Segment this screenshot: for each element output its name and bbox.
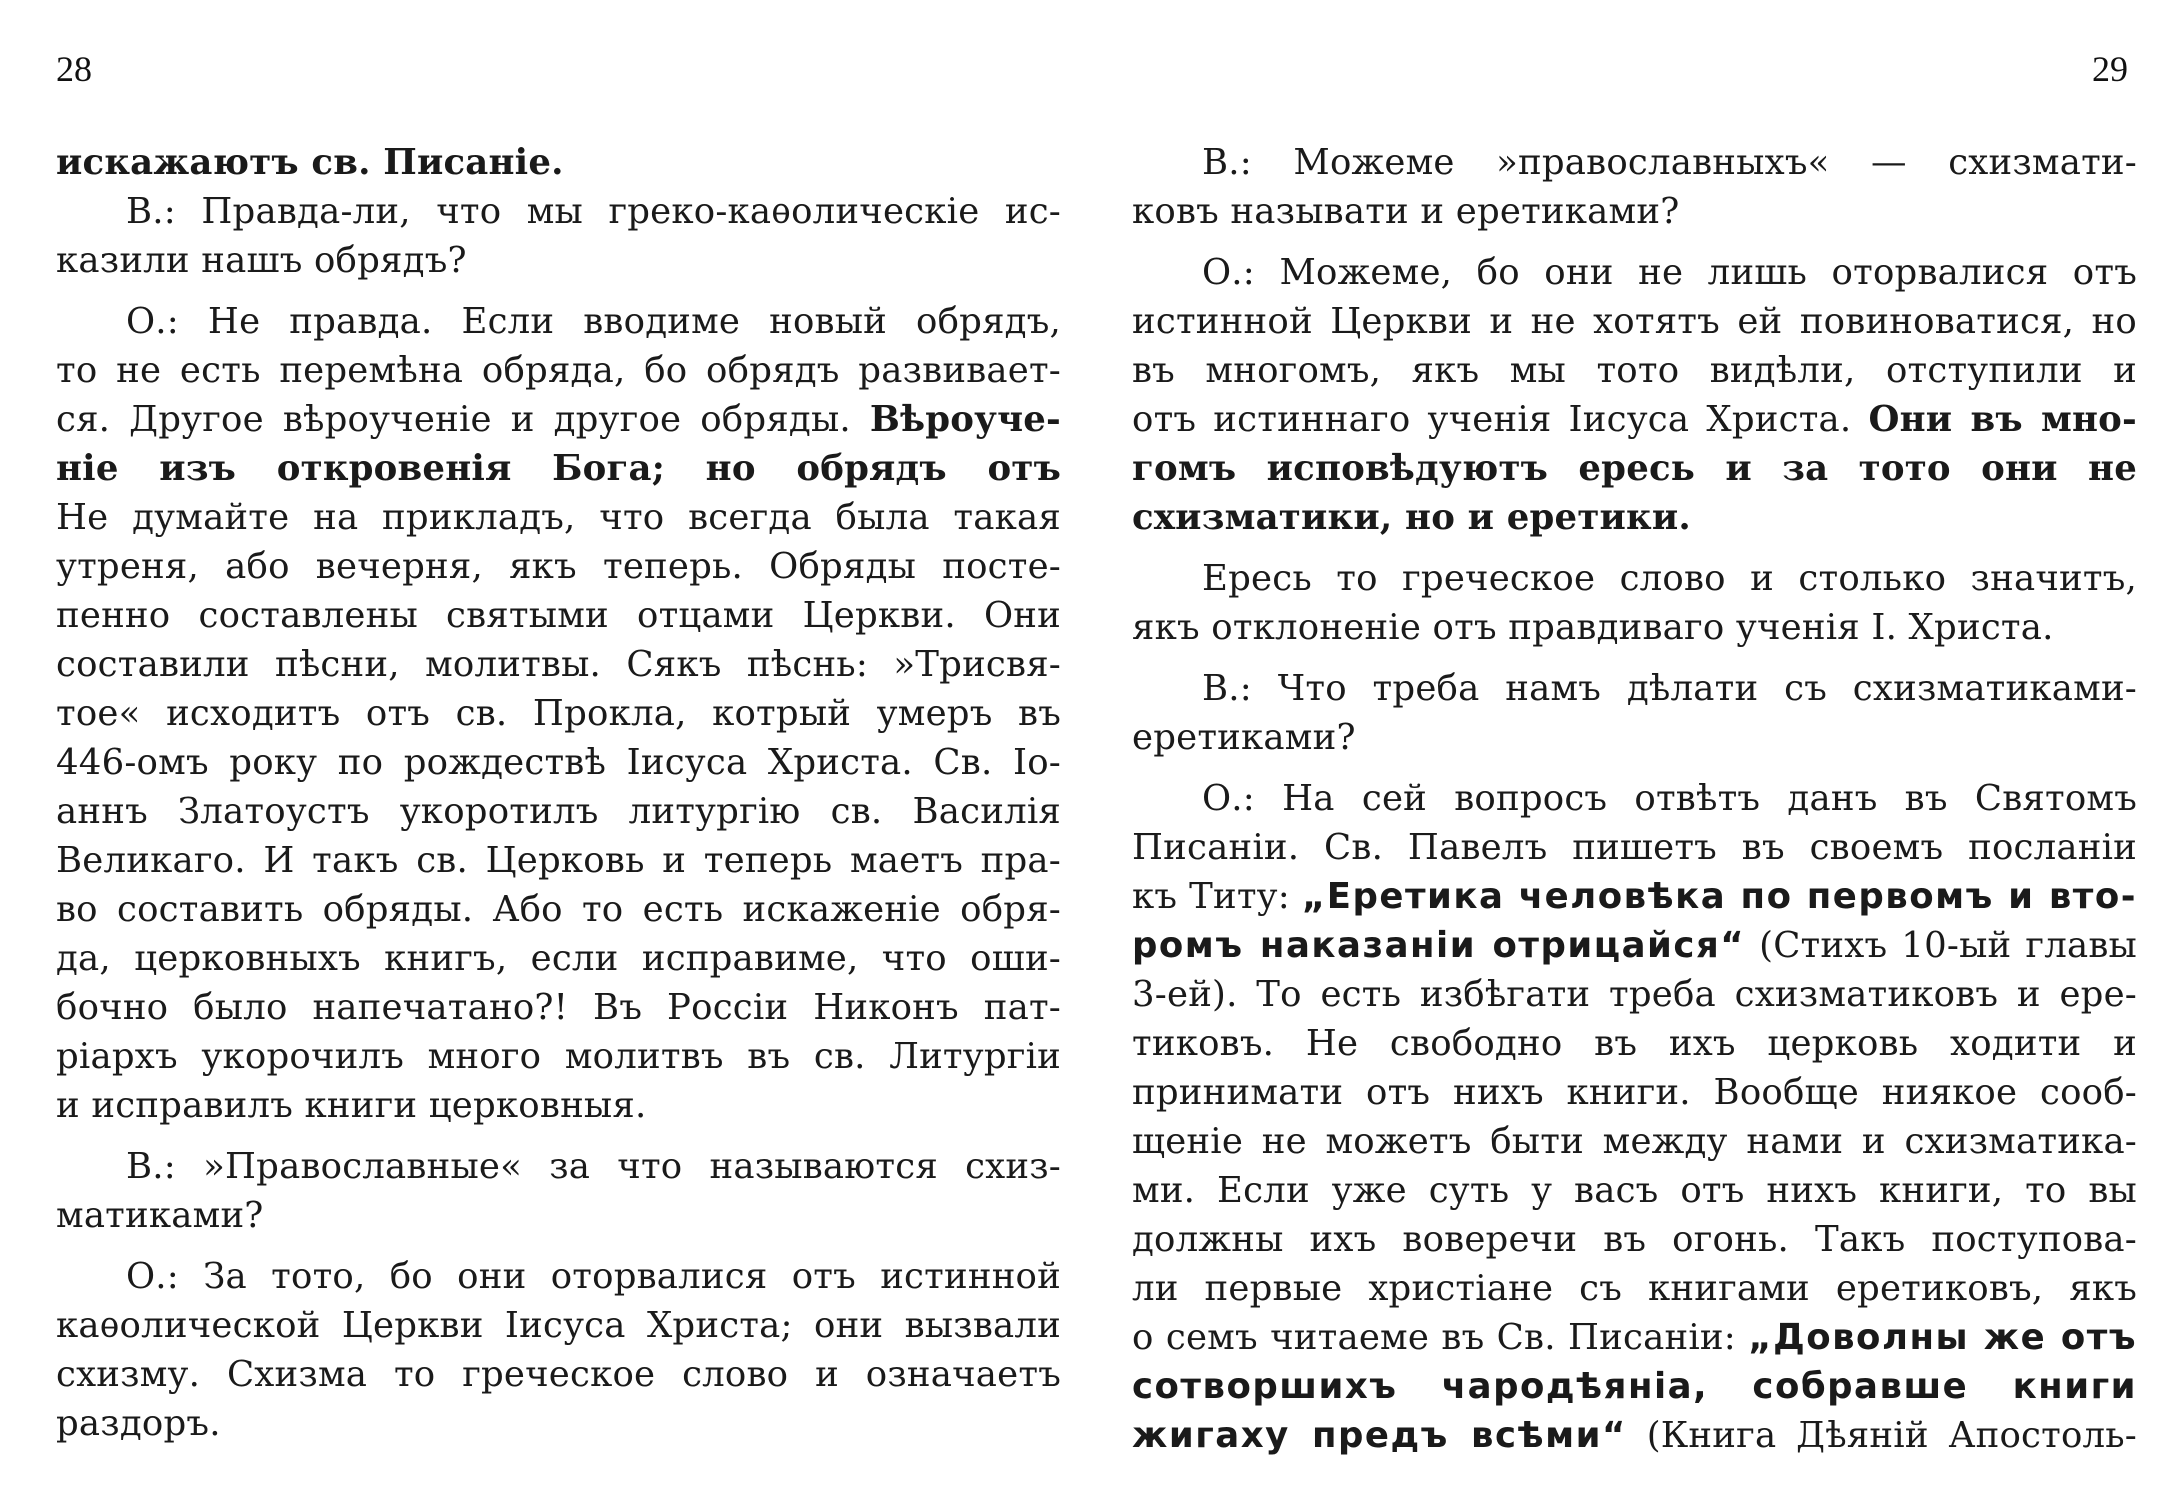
text-segment: аннъ Златоустъ укоротилъ литургію св. Василія: [56, 791, 1061, 832]
paragraph-gap: [1132, 542, 2137, 554]
text-segment: истинной Церкви и не хотятъ ей повиноватися, но: [1132, 301, 2137, 342]
text-line: [1132, 1215, 2137, 1264]
church-slavonic-quote: жигаху предъ всѣми“: [1132, 1415, 1627, 1456]
paragraph-gap: [56, 1240, 1061, 1252]
text-segment: да, церковныхъ книгъ, если исправиме, что оши-: [56, 938, 1061, 979]
bold-text: Они въ мно-: [1868, 399, 2137, 440]
text-line: [1132, 248, 2137, 297]
text-segment: составили пѣсни, молитвы. Сякъ пѣснь: »Трисвя-: [56, 644, 1061, 685]
text-line: [56, 983, 1061, 1032]
text-segment: матиками?: [56, 1195, 264, 1236]
text-segment: еретиками?: [1132, 717, 1356, 758]
church-slavonic-quote: „Доволны же отъ: [1748, 1317, 2137, 1358]
left-page-text: [56, 138, 1061, 1448]
text-segment: каѳолической Церкви Іисуса Христа; они вызвали: [56, 1305, 1061, 1346]
text-segment: раздоръ.: [56, 1403, 221, 1444]
text-segment: принимати отъ нихъ книги. Вообще ниякое сооб-: [1132, 1072, 2137, 1113]
bold-text: искажаютъ св. Писаніе.: [56, 142, 564, 183]
text-segment: тиковъ. Не свободно въ ихъ церковь ходити и: [1132, 1023, 2137, 1064]
text-segment: о семъ читаеме въ Св. Писаніи:: [1132, 1317, 1749, 1358]
church-slavonic-quote: сотворшихъ чародѣяніа, собравше книги: [1132, 1366, 2137, 1407]
text-line: [56, 444, 1061, 493]
text-line: [1132, 603, 2137, 652]
text-line: [56, 689, 1061, 738]
text-line: [56, 934, 1061, 983]
text-line: [1132, 921, 2137, 970]
text-line: [1132, 444, 2137, 493]
page-number-left: 28: [56, 49, 92, 89]
text-line: [1132, 713, 2137, 762]
text-line: [56, 1032, 1061, 1081]
text-segment: ли первые христіане съ книгами еретиковъ, якъ: [1132, 1268, 2137, 1309]
text-line: [56, 187, 1061, 236]
text-line: [56, 787, 1061, 836]
text-segment: щеніе не можетъ быти между нами и схизматика-: [1132, 1121, 2137, 1162]
text-segment: пенно составлены святыми отцами Церкви. Они: [56, 595, 1061, 636]
text-segment: якъ отклоненіе отъ правдиваго ученія І. Христа.: [1132, 607, 2054, 648]
text-line: [56, 1142, 1061, 1191]
paragraph-gap: [56, 1130, 1061, 1142]
text-line: [56, 1252, 1061, 1301]
text-line: [56, 738, 1061, 787]
text-segment: (Книга Дѣяній Апостоль-: [1626, 1415, 2137, 1456]
text-segment: тое« исходитъ отъ св. Прокла, котрый умеръ въ: [56, 693, 1061, 734]
text-segment: Великаго. И такъ св. Церковь и теперь маетъ пра-: [56, 840, 1061, 881]
text-line: [1132, 1019, 2137, 1068]
bold-text: гомъ исповѣдуютъ ересь и за тото они не: [1132, 448, 2137, 489]
text-segment: В.: Правда-ли, что мы греко-каѳолическіе ис-: [126, 191, 1061, 232]
text-line: [56, 1081, 1061, 1130]
text-segment: 3-ей). То есть избѣгати треба схизматиковъ и ере-: [1132, 974, 2137, 1015]
text-line: [56, 885, 1061, 934]
text-line: [1132, 664, 2137, 713]
text-segment: во составить обряды. Або то есть искаженіе обря-: [56, 889, 1061, 930]
text-segment: В.: Можеме »православныхъ« — схизмати-: [1202, 142, 2137, 183]
text-segment: ми. Если уже суть у васъ отъ нихъ книги, то вы: [1132, 1170, 2137, 1211]
text-line: [56, 236, 1061, 285]
text-segment: ковъ называти и еретиками?: [1132, 191, 1680, 232]
text-line: [1132, 1411, 2137, 1460]
text-segment: 446-омъ року по рождествѣ Іисуса Христа. Св. Іо-: [56, 742, 1061, 783]
text-line: [1132, 493, 2137, 542]
paragraph-gap: [56, 285, 1061, 297]
text-line: [1132, 297, 2137, 346]
text-segment: схизму. Схизма то греческое слово и означаетъ: [56, 1354, 1061, 1395]
text-segment: и исправилъ книги церковныя.: [56, 1085, 647, 1126]
text-segment: отъ истиннаго ученія Іисуса Христа.: [1132, 399, 1869, 440]
text-segment: О.: За тото, бо они оторвалися отъ истинной: [126, 1256, 1061, 1297]
text-line: [56, 640, 1061, 689]
text-segment: должны ихъ воверечи въ огонь. Такъ поступова-: [1132, 1219, 2137, 1260]
text-line: [56, 1301, 1061, 1350]
text-line: [1132, 1068, 2137, 1117]
text-segment: (Стихъ 10-ый главы: [1745, 925, 2137, 966]
text-segment: то не есть перемѣна обряда, бо обрядъ развивает-: [56, 350, 1061, 391]
text-line: [1132, 1362, 2137, 1411]
text-line: [56, 395, 1061, 444]
text-line: [1132, 1166, 2137, 1215]
text-line: [1132, 1313, 2137, 1362]
text-segment: казили нашъ обрядъ?: [56, 240, 467, 281]
right-page: [1085, 0, 2170, 1500]
paragraph-gap: [1132, 236, 2137, 248]
text-segment: Писаніи. Св. Павелъ пишетъ въ своемъ посланіи: [1132, 827, 2137, 868]
right-page-text: [1132, 138, 2137, 1460]
text-segment: бочно было напечатано?! Въ Россіи Никонъ пат-: [56, 987, 1061, 1028]
text-line: [1132, 774, 2137, 823]
text-line: [56, 297, 1061, 346]
text-line: [1132, 970, 2137, 1019]
text-line: [1132, 872, 2137, 921]
text-line: [1132, 138, 2137, 187]
text-line: [56, 1399, 1061, 1448]
bold-text: ніе изъ откровенія Бога; но обрядъ отъ: [56, 448, 1061, 489]
bold-text: схизматики, но и еретики.: [1132, 497, 1691, 538]
text-segment: О.: На сей вопросъ отвѣтъ данъ въ Святомъ: [1202, 778, 2137, 819]
text-segment: В.: Что треба намъ дѣлати съ схизматиками-: [1202, 668, 2137, 709]
text-line: [56, 591, 1061, 640]
text-line: [56, 138, 1061, 187]
text-segment: въ многомъ, якъ мы тото видѣли, отступили и: [1132, 350, 2137, 391]
text-segment: ріархъ укорочилъ много молитвъ въ св. Литургіи: [56, 1036, 1061, 1077]
text-line: [56, 836, 1061, 885]
text-line: [1132, 823, 2137, 872]
text-line: [1132, 395, 2137, 444]
text-line: [1132, 554, 2137, 603]
text-line: [56, 542, 1061, 591]
paragraph-gap: [1132, 652, 2137, 664]
text-line: [1132, 346, 2137, 395]
text-line: [1132, 1117, 2137, 1166]
text-segment: Не думайте на прикладъ, что всегда была такая: [56, 497, 1061, 538]
text-segment: утреня, або вечерня, якъ теперь. Обряды посте-: [56, 546, 1061, 587]
text-line: [56, 493, 1061, 542]
text-line: [1132, 187, 2137, 236]
text-segment: О.: Не правда. Если вводиме новый обрядъ,: [126, 301, 1061, 342]
text-segment: ся. Другое вѣроученіе и другое обряды.: [56, 399, 870, 440]
church-slavonic-quote: „Еретика человѣка по первомъ и вто-: [1301, 876, 2137, 917]
text-line: [56, 346, 1061, 395]
text-line: [56, 1191, 1061, 1240]
text-segment: Ересь то греческое слово и столько значитъ,: [1202, 558, 2137, 599]
text-line: [56, 1350, 1061, 1399]
church-slavonic-quote: ромъ наказаніи отрицайся“: [1132, 925, 1746, 966]
paragraph-gap: [1132, 762, 2137, 774]
text-line: [1132, 1264, 2137, 1313]
page-number-right: 29: [2092, 49, 2128, 89]
text-segment: О.: Можеме, бо они не лишь оторвалися отъ: [1202, 252, 2137, 293]
text-segment: В.: »Православные« за что называются схиз-: [126, 1146, 1061, 1187]
text-segment: къ Титу:: [1132, 876, 1302, 917]
bold-text: Вѣроуче-: [869, 399, 1061, 440]
